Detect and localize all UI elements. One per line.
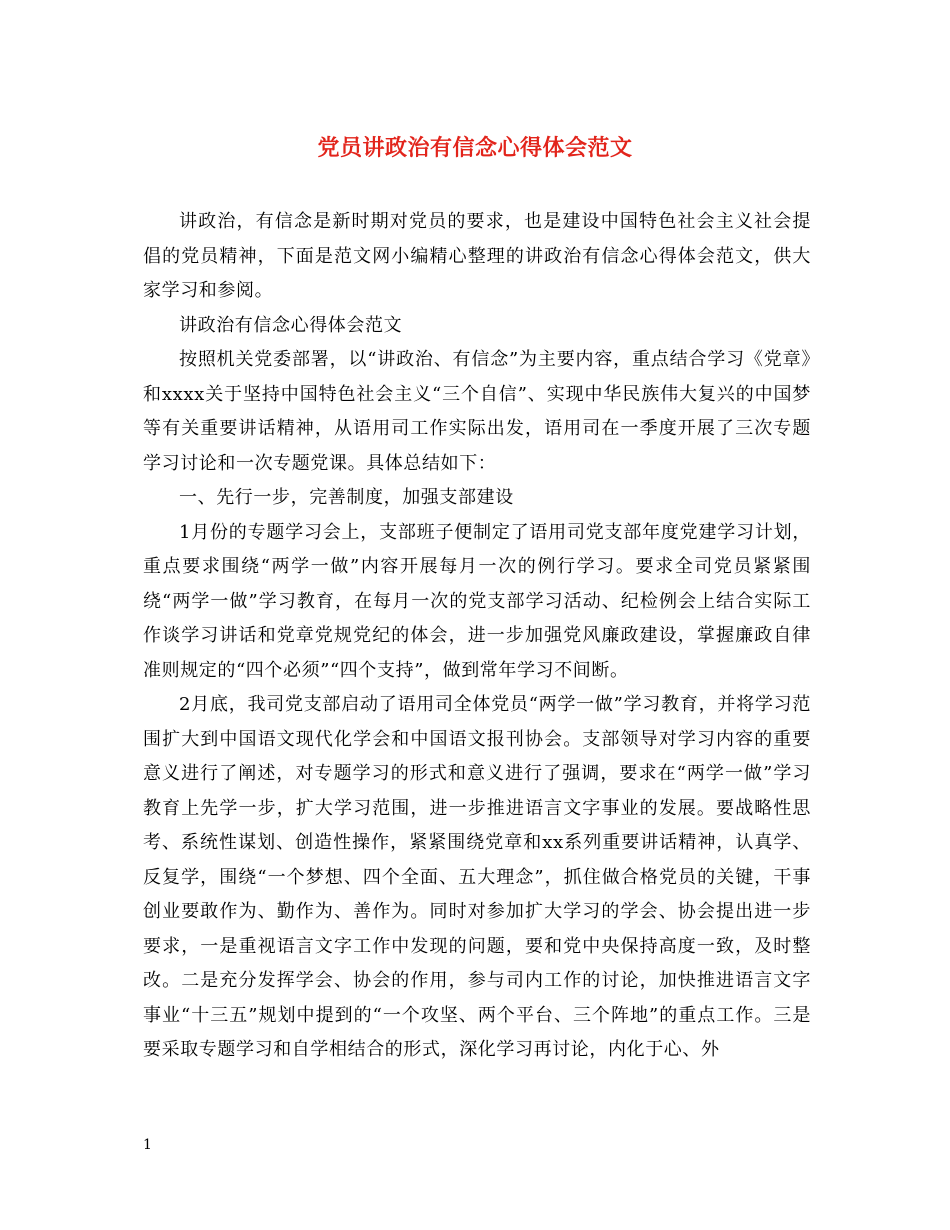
intro-paragraph: 讲政治，有信念是新时期对党员的要求，也是建设中国特色社会主义社会提倡的党员精神，下面是范文网小编精心整理的讲政治有信念心得体会范文，供大家学习和参阅。 (143, 211, 811, 301)
document-title: 党员讲政治有信念心得体会范文 (317, 135, 633, 161)
document-body (143, 205, 811, 1068)
body-paragraph: 1月份的专题学习会上，支部班子便制定了语用司党支部年度党建学习计划，重点要求围绕“两学一做”内容开展每月一次的例行学习。要求全司党员紧紧围绕“两学一做”学习教育，在每月一次的党支部学习活动、纪检例会上结合实际工作谈学习讲话和党章党规党纪的体会，进一步加强党风廉政建设，掌握廉政自律准则规定的“四个必须”“四个支持”，做到常年学习不间断。 (143, 521, 811, 681)
subsection-heading: 一、先行一步，完善制度，加强支部建设 (179, 487, 514, 508)
section-heading: 讲政治有信念心得体会范文 (179, 314, 403, 336)
page-number: 1 (143, 1137, 152, 1153)
body-paragraph: 按照机关党委部署，以“讲政治、有信念”为主要内容，重点结合学习《党章》和xxxx关于坚持中国特色社会主义“三个自信”、实现中华民族伟大复兴的中国梦等有关重要讲话精神，从语用司工作实际出发，语用司在一季度开展了三次专题学习讨论和一次专题党课。具体总结如下： (143, 349, 811, 474)
body-paragraph: 2月底，我司党支部启动了语用司全体党员“两学一做”学习教育，并将学习范围扩大到中国语文现代化学会和中国语文报刊协会。支部领导对学习内容的重要意义进行了阐述，对专题学习的形式和意义进行了强调，要求在“两学一做”学习教育上先学一步，扩大学习范围，进一步推进语言文字事业的发展。要战略性思考、系统性谋划、创造性操作，紧紧围绕党章和xx系列重要讲话精神，认真学、反复学，围绕“一个梦想、四个全面、五大理念”，抓住做合格党员的关键，干事创业要敢作为、勤作为、善作为。同时对参加扩大学习的学会、协会提出进一步要求，一是重视语言文字工作中发现的问题，要和党中央保持高度一致，及时整改。二是充分发挥学会、协会的作用，参与司内工作的讨论，加快推进语言文字事业“十三五”规划中提到的“一个攻坚、两个平台、三个阵地”的重点工作。三是要采取专题学习和自学相结合的形式，深化学习再讨论，内化于心、外 (143, 694, 811, 1060)
